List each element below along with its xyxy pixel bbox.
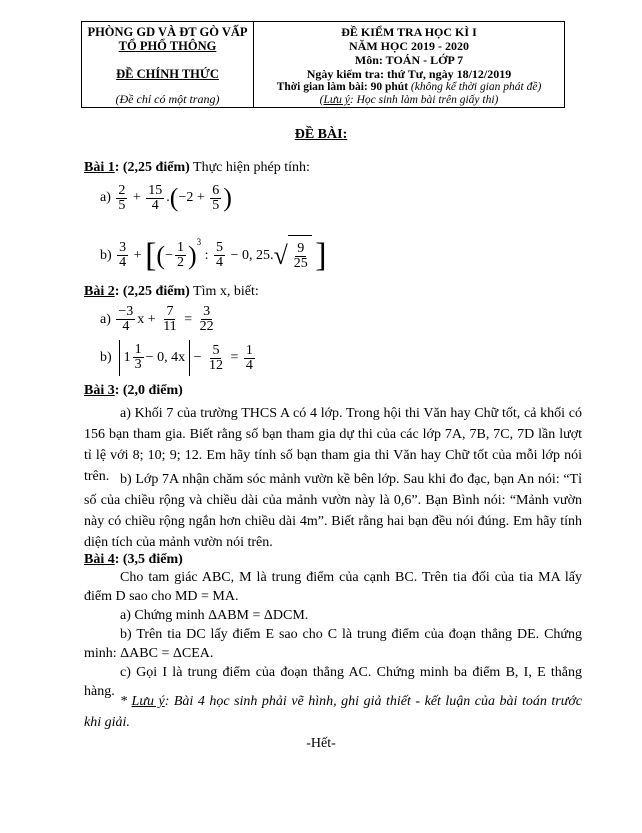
paren: ( <box>169 183 179 212</box>
exam-header <box>81 21 565 108</box>
fraction: $\frac{5}{4}$ <box>216 240 224 271</box>
operator: − <box>193 350 202 366</box>
fraction: $\frac{3}{22}$ <box>199 304 214 335</box>
problem-4-intro: Cho tam giác ABC, M là trung điểm của cạnh BC. Trên tia đối của tia MA lấy điểm D sao cho MD = MA. <box>84 570 582 604</box>
bracket: ] <box>315 236 327 274</box>
problem-instruction: Thực hiện phép tính: <box>189 160 310 175</box>
fraction: $\frac{2}{5}$ <box>118 182 126 213</box>
header-left <box>82 22 254 107</box>
problem-points: : (3,5 điểm) <box>114 552 183 567</box>
fraction: $\frac{6}{5}$ <box>212 182 220 213</box>
duration-value: Thời gian làm bài: 90 phút <box>276 81 409 93</box>
item-label: a) <box>100 190 111 206</box>
absolute-value: 1 $\frac{1}{3}$ − 0, 4x <box>119 340 190 376</box>
official-label: ĐỀ CHÍNH THỨC <box>116 67 219 81</box>
problem-2a <box>100 302 218 338</box>
fraction: $\frac{15}{4}$ <box>148 182 163 213</box>
problem-1b <box>100 222 327 276</box>
header-right <box>254 22 564 107</box>
item-label: b) <box>100 248 112 263</box>
asterisk: * <box>120 694 132 709</box>
problem-1-heading <box>84 159 310 176</box>
note-text: : Học sinh làm bài trên giấy thi) <box>349 94 499 106</box>
paren: ( <box>319 94 324 106</box>
exam-date: Ngày kiểm tra: thứ Tư, ngày 18/12/2019 <box>306 67 512 81</box>
term: − 0, 25. <box>230 248 274 263</box>
problem-2b <box>100 340 257 376</box>
operator: = <box>230 350 239 366</box>
note-text: : Bài 4 học sinh phải vẽ hình, ghi giả thiết - kết luận của bài toán trước khi giải. <box>84 694 583 730</box>
paren: ) <box>223 183 232 212</box>
paren: ( <box>156 240 166 270</box>
term: x + <box>137 312 156 327</box>
paren: ) <box>187 240 197 270</box>
term: −2 + <box>178 190 205 206</box>
problem-2-heading <box>84 283 259 300</box>
problem-label: Bài 2 <box>84 284 115 299</box>
fraction: $\frac{1}{4}$ <box>245 342 253 373</box>
document-title: ĐỀ BÀI: <box>294 127 348 142</box>
problem-4c: c) Gọi I là trung điểm của đoạn thẳng AC. Chứng minh ba điểm B, I, E thẳng hàng. <box>84 665 582 699</box>
problem-4-heading <box>84 551 183 568</box>
item-label: a) <box>100 312 111 327</box>
problem-points: : (2,0 điểm) <box>114 383 183 398</box>
problem-1a <box>100 180 232 216</box>
problem-instruction: Tìm x, biết: <box>189 284 259 299</box>
problem-3-heading <box>84 382 183 399</box>
problem-label: Bài 4 <box>84 552 115 567</box>
problem-label: Bài 1 <box>84 160 115 175</box>
square-root: √ $\frac{9}{25}$ <box>273 235 311 276</box>
operator: + <box>132 190 141 206</box>
fraction: $\frac{-3}{4}$ <box>118 304 134 335</box>
problem-points: : (2,25 điểm) <box>114 284 190 299</box>
problem-4b: b) Trên tia DC lấy điểm E sao cho C là trung điểm của đoạn thẳng DE. Chứng minh: ΔABC = ΔCEA. <box>84 627 582 661</box>
exponent: 3 <box>196 237 202 247</box>
fraction: $\frac{3}{4}$ <box>119 240 127 271</box>
problem-3a: a) Khối 7 của trường THCS A có 4 lớp. Trong hội thi Văn hay Chữ tốt, cả khối có 156 bạn tham gia. Biết rằng số bạn tham gia dự thi của các lớp 7A, 7B, 7C, 7D lần lượt tỉ lệ với 8; 10; 9; 12. Em hãy tính số bạn tham gia thi Văn hay Chữ tốt của mỗi lớp nói trên. <box>84 406 582 484</box>
school-year: NĂM HỌC 2019 - 2020 <box>349 39 469 53</box>
operator: . <box>166 190 170 206</box>
answer-sheet-note <box>254 93 564 107</box>
fraction: $\frac{7}{11}$ <box>163 304 177 335</box>
duration <box>254 80 564 94</box>
department-name: PHÒNG GD VÀ ĐT GÒ VẤP <box>87 25 248 39</box>
group-name: TỔ PHỔ THÔNG <box>118 39 217 53</box>
operator: = <box>184 312 193 327</box>
problem-3b: b) Lớp 7A nhận chăm sóc mảnh vườn kề bên lớp. Sau khi đo đạc, bạn An nói: “Tỉ số của chiều rộng và chiều dài của mảnh vườn này là 0,6”. Bạn Bình nói: “Mảnh vườn này có chiều rộng ngắn hơn chiều dài 4m”. Biết rằng hai bạn đều nói đúng. Em hãy tính diện tích của mảnh vườn nói trên. <box>84 472 582 550</box>
pages-note: (Đề chỉ có một trang) <box>115 92 220 106</box>
note-label: Lưu ý <box>131 694 165 709</box>
end-mark: -Hết- <box>306 736 336 751</box>
note-label: Lưu ý <box>323 94 350 106</box>
operator: − <box>165 248 173 263</box>
problem-points: : (2,25 điểm) <box>114 160 190 175</box>
fraction: $\frac{1}{2}$ <box>176 240 184 271</box>
drawing-note <box>84 691 582 733</box>
fraction: $\frac{5}{12}$ <box>208 342 223 373</box>
operator: : <box>204 248 209 263</box>
exam-title: ĐỀ KIỂM TRA HỌC KÌ I <box>341 25 477 39</box>
bracket: [ <box>145 236 157 274</box>
item-label: b) <box>100 350 112 366</box>
duration-note: (không kể thời gian phát đề) <box>410 81 542 93</box>
problem-label: Bài 3 <box>84 383 115 398</box>
problem-4a: a) Chứng minh ΔABM = ΔDCM. <box>120 608 309 623</box>
subject: Môn: TOÁN - LỚP 7 <box>354 53 464 67</box>
operator: + <box>133 248 142 263</box>
